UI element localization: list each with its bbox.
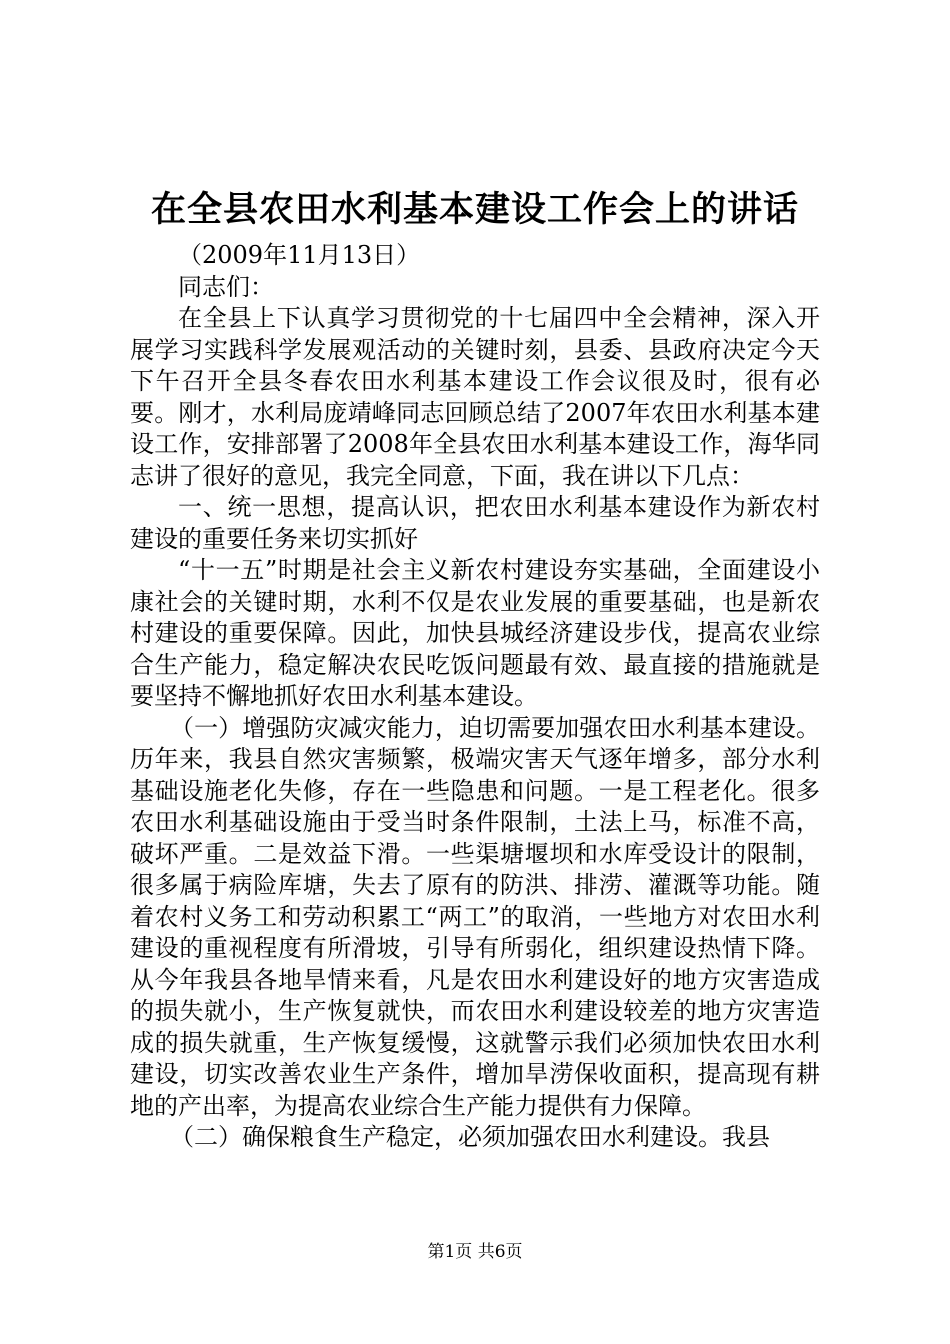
salutation: 同志们： (178, 272, 274, 301)
paragraph-point-1: （一）增强防灾减灾能力，迫切需要加强农田水利基本建设。历年来，我县自然灾害频繁，极端灾害天气逐年增多，部分水利基础设施老化失修，存在一些隐患和问题。一是工程老化。很多农田水利基础设施由于受当时条件限制，土法上马，标准不高，破坏严重。二是效益下滑。一些渠塘堰坝和水库受设计的限制，很多属于病险库塘，失去了原有的防洪、排涝、灌溉等功能。随着农村义务工和劳动积累工“两工”的取消，一些地方对农田水利建设的重视程度有所滑坡，引导有所弱化，组织建设热情下降。从今年我县各地旱情来看，凡是农田水利建设好的地方灾害造成的损失就小，生产恢复就快，而农田水利建设较差的地方灾害造成的损失就重，生产恢复缓慢，这就警示我们必须加快农田水利建设，切实改善农业生产条件，增加旱涝保收面积，提高现有耕地的产出率，为提高农业综合生产能力提供有力保障。 (130, 713, 820, 1120)
paragraph-intro: 在全县上下认真学习贯彻党的十七届四中全会精神，深入开展学习实践科学发展观活动的关键时刻，县委、县政府决定今天下午召开全县冬春农田水利基本建设工作会议很及时，很有必要。刚才，水利局庞靖峰同志回顾总结了2007年农田水利基本建设工作，安排部署了2008年全县农田水利基本建设工作，海华同志讲了很好的意见，我完全同意，下面，我在讲以下几点： (130, 304, 820, 490)
date-line: （2009年11月13日） (178, 241, 421, 269)
paragraph-context: “十一五”时期是社会主义新农村建设夯实基础，全面建设小康社会的关键时期，水利不仅是农业发展的重要基础，也是新农村建设的重要保障。因此，加快县城经济建设步伐，提高农业综合生产能力，稳定解决农民吃饭问题最有效、最直接的措施就是要坚持不懈地抓好农田水利基本建设。 (130, 556, 820, 710)
document-body (130, 240, 820, 1154)
paragraph-point-2: （二）确保粮食生产稳定，必须加强农田水利建设。我县 (170, 1123, 770, 1151)
document-title: 在全县农田水利基本建设工作会上的讲话 (150, 189, 799, 230)
page-number: 第1页 共6页 (427, 1242, 523, 1262)
section-heading-1: 一、统一思想，提高认识，把农田水利基本建设作为新农村建设的重要任务来切实抓好 (130, 493, 820, 553)
